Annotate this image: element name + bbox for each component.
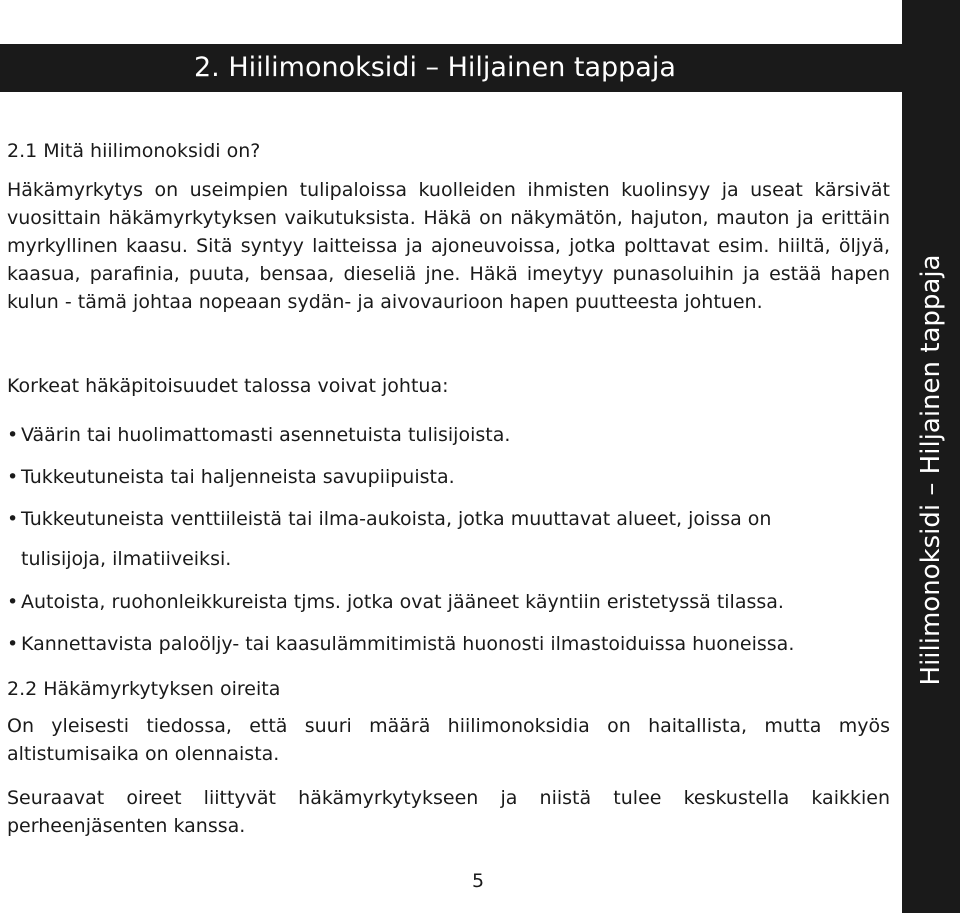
list-item-text: Autoista, ruohonleikkureista tjms. jotka ovat jääneet käyntiin eristetyssä tilassa. — [21, 591, 784, 613]
list-item-continuation: tulisijoja, ilmatiiveiksi. — [21, 548, 232, 570]
bullet-icon: • — [7, 424, 19, 446]
list-item — [7, 421, 510, 449]
side-tab — [902, 0, 960, 913]
list-item — [7, 463, 455, 491]
bullet-icon: • — [7, 508, 19, 530]
bullet-icon: • — [7, 466, 19, 488]
intro-paragraph: Häkämyrkytys on useimpien tulipaloissa kuolleiden ihmisten kuolinsyy ja useat kärsivät vuosittain häkämyrkytyksen vaikutuksista. Häkä on näkymätön, hajuton, mauton ja erittäin myrkyllinen kaasu. Sitä syntyy laitteissa ja ajoneuvoissa, jotka polttavat esim. hiiltä, öljyä, kaasua, parafinia, puuta, bensaa, dieseliä jne. Häkä imeytyy punasoluihin ja estää hapen kulun - tämä johtaa nopeaan sydän- ja aivovaurioon hapen puutteesta johtuen. — [7, 179, 890, 313]
page-number: 5 — [472, 870, 485, 892]
list-item — [7, 505, 771, 533]
list-item — [7, 630, 794, 658]
list-item-text: Tukkeutuneista tai haljenneista savupiipuista. — [21, 466, 455, 488]
section-heading-2-1: 2.1 Mitä hiilimonoksidi on? — [7, 140, 261, 162]
chapter-title: 2. Hiilimonoksidi – Hiljainen tappaja — [194, 52, 676, 83]
symptoms-paragraph-2: Seuraavat oireet liittyvät häkämyrkytykseen ja niistä tulee keskustella kaikkien perheenjäsenten kanssa. — [7, 787, 890, 837]
list-intro: Korkeat häkäpitoisuudet talossa voivat johtua: — [7, 375, 449, 397]
symptoms-paragraph-1: On yleisesti tiedossa, että suuri määrä hiilimonoksidia on haitallista, mutta myös altistumisaika on olennaista. — [7, 715, 890, 765]
list-item — [7, 588, 784, 616]
section-heading-2-2: 2.2 Häkämyrkytyksen oireita — [7, 678, 281, 700]
side-tab-text: Hiilimonoksidi – Hiljainen tappaja — [916, 254, 946, 686]
bullet-icon: • — [7, 633, 19, 655]
chapter-title-bar — [0, 44, 902, 92]
bullet-icon: • — [7, 591, 19, 613]
list-item-text: Kannettavista paloöljy- tai kaasulämmitimistä huonosti ilmastoiduissa huoneissa. — [21, 633, 795, 655]
list-item-text: Väärin tai huolimattomasti asennetuista tulisijoista. — [21, 424, 511, 446]
list-item-text: Tukkeutuneista venttiileistä tai ilma-aukoista, jotka muuttavat alueet, joissa on — [21, 508, 772, 530]
